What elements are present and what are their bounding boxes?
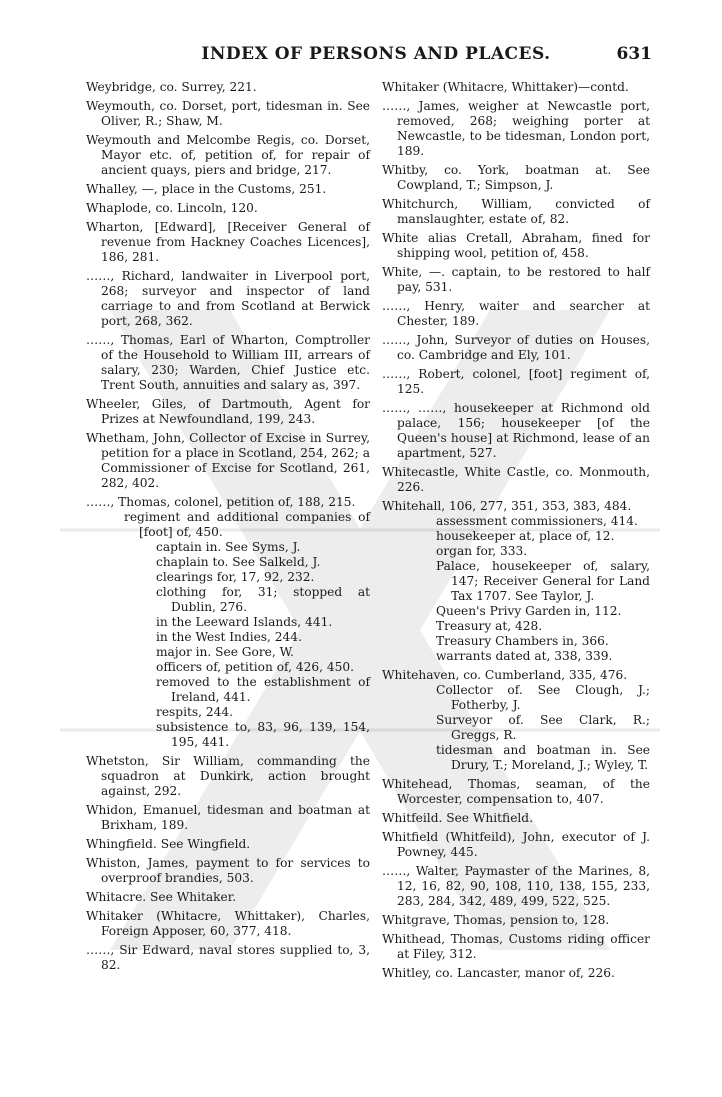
index-entry: tidesman and boatman in. See Drury, T.; Moreland, J.; Wyley, T.: [436, 743, 650, 772]
index-entry: warrants dated at, 338, 339.: [436, 649, 613, 663]
index-entry: ……, James, weigher at Newcastle port, removed, 268; weighing porter at Newcastle, to be tidesman, London port, 189.: [382, 99, 650, 158]
page-header-title: INDEX OF PERSONS AND PLACES.: [201, 44, 551, 64]
index-entry: ……, Henry, waiter and searcher at Chester, 189.: [382, 299, 650, 328]
index-entry: clothing for, 31; stopped at Dublin, 276.: [156, 585, 370, 614]
index-entry: ……, John, Surveyor of duties on Houses, co. Cambridge and Ely, 101.: [382, 333, 650, 362]
left-index-column: [86, 80, 370, 977]
index-entry: Whingfield. See Wingfield.: [86, 837, 251, 851]
index-entry: ……, Walter, Paymaster of the Marines, 8, 12, 16, 82, 90, 108, 110, 138, 155, 233, 283, 284, 342, 489, 499, 522, 525.: [382, 864, 650, 908]
index-entry: captain in. See Syms, J.: [156, 540, 301, 554]
index-entry: Whitehall, 106, 277, 351, 353, 383, 484.: [382, 499, 632, 513]
index-entry: housekeeper at, place of, 12.: [436, 529, 615, 543]
index-entry: Whitehead, Thomas, seaman, of the Worcester, compensation to, 407.: [382, 777, 650, 806]
index-entry: Whetston, Sir William, commanding the squadron at Dunkirk, action brought against, 292.: [86, 754, 370, 798]
index-entry: Weybridge, co. Surrey, 221.: [86, 80, 257, 94]
index-entry: Queen's Privy Garden in, 112.: [436, 604, 622, 618]
index-entry: Surveyor of. See Clark, R.; Greggs, R.: [436, 713, 650, 742]
index-entry: Treasury Chambers in, 366.: [436, 634, 609, 648]
index-entry: Collector of. See Clough, J.; Fotherby, J.: [436, 683, 650, 712]
index-entry: Whitgrave, Thomas, pension to, 128.: [382, 913, 610, 927]
index-entry: Whidon, Emanuel, tidesman and boatman at Brixham, 189.: [86, 803, 370, 832]
index-entry: Whitaker (Whitacre, Whittaker)—contd.: [382, 80, 629, 94]
index-entry: Weymouth, co. Dorset, port, tidesman in. See Oliver, R.; Shaw, M.: [86, 99, 370, 128]
index-entry: assessment commissioners, 414.: [436, 514, 638, 528]
index-entry: White, —. captain, to be restored to half pay, 531.: [382, 265, 650, 294]
index-entry: ……, Richard, landwaiter in Liverpool port, 268; surveyor and inspector of land carriage to and from Scotland at Berwick port, 268, 362.: [86, 269, 370, 328]
index-entry: ……, Thomas, colonel, petition of, 188, 215.: [86, 495, 356, 509]
index-entry: Whitaker (Whitacre, Whittaker), Charles, Foreign Apposer, 60, 377, 418.: [86, 909, 370, 938]
index-entry: removed to the establishment of Ireland, 441.: [156, 675, 370, 704]
index-entry: Palace, housekeeper of, salary, 147; Receiver General for Land Tax 1707. See Taylor, J.: [436, 559, 650, 603]
index-entry: clearings for, 17, 92, 232.: [156, 570, 315, 584]
index-entry: in the Leeward Islands, 441.: [156, 615, 333, 629]
index-entry: Whitfeild. See Whitfield.: [382, 811, 533, 825]
index-entry: Whalley, —, place in the Customs, 251.: [86, 182, 327, 196]
index-entry: respits, 244.: [156, 705, 234, 719]
right-index-column: [382, 80, 650, 985]
index-entry: Treasury at, 428.: [436, 619, 543, 633]
index-entry: regiment and additional companies of [foot] of, 450.: [124, 510, 370, 539]
index-entry: subsistence to, 83, 96, 139, 154, 195, 441.: [156, 720, 370, 749]
index-entry: major in. See Gore, W.: [156, 645, 294, 659]
index-entry: Whitacre. See Whitaker.: [86, 890, 237, 904]
index-entry: Whitecastle, White Castle, co. Monmouth, 226.: [382, 465, 650, 494]
index-entry: Wheeler, Giles, of Dartmouth, Agent for Prizes at Newfoundland, 199, 243.: [86, 397, 370, 426]
index-entry: chaplain to. See Salkeld, J.: [156, 555, 321, 569]
index-entry: Weymouth and Melcombe Regis, co. Dorset, Mayor etc. of, petition of, for repair of ancient quays, piers and bridge, 217.: [86, 133, 370, 177]
index-entry: organ for, 333.: [436, 544, 528, 558]
index-entry: ……, Sir Edward, naval stores supplied to, 3, 82.: [86, 943, 370, 972]
index-entry: Whitchurch, William, convicted of manslaughter, estate of, 82.: [382, 197, 650, 226]
index-entry: Whitby, co. York, boatman at. See Cowpland, T.; Simpson, J.: [382, 163, 650, 192]
index-entry: Whitfield (Whitfeild), John, executor of J. Powney, 445.: [382, 830, 650, 859]
index-entry: Whithead, Thomas, Customs riding officer at Filey, 312.: [382, 932, 650, 961]
index-entry: ……, Thomas, Earl of Wharton, Comptroller of the Household to William III, arrears of salary, 230; Warden, Chief Justice etc. Trent South, annuities and salary as, 397.: [86, 333, 370, 392]
index-entry: Whetham, John, Collector of Excise in Surrey, petition for a place in Scotland, 254, 262; a Commissioner of Excise for Scotland, 261, 282, 402.: [86, 431, 370, 490]
index-entry: Whiston, James, payment to for services to overproof brandies, 503.: [86, 856, 370, 885]
index-entry: White alias Cretall, Abraham, fined for shipping wool, petition of, 458.: [382, 231, 650, 260]
index-entry: Whitley, co. Lancaster, manor of, 226.: [382, 966, 615, 980]
index-entry: Whitehaven, co. Cumberland, 335, 476.: [382, 668, 628, 682]
index-entry: Wharton, [Edward], [Receiver General of revenue from Hackney Coaches Licences], 186, 281.: [86, 220, 370, 264]
index-entry: ……, ……, housekeeper at Richmond old palace, 156; housekeeper [of the Queen's house] at Richmond, lease of an apartment, 527.: [382, 401, 650, 460]
index-entry: officers of, petition of, 426, 450.: [156, 660, 355, 674]
index-entry: in the West Indies, 244.: [156, 630, 302, 644]
index-entry: ……, Robert, colonel, [foot] regiment of, 125.: [382, 367, 650, 396]
index-entry: Whaplode, co. Lincoln, 120.: [86, 201, 258, 215]
page-number: 631: [616, 44, 652, 64]
